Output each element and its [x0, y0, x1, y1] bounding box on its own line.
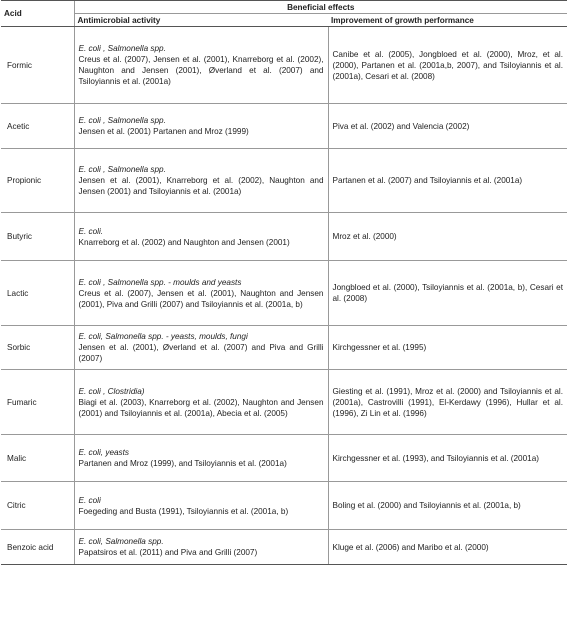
organisms: E. coli.	[78, 226, 104, 236]
acid-name: Benzoic acid	[1, 530, 74, 565]
table-row-butyric	[1, 213, 567, 261]
organisms: E. coli , Clostridia)	[78, 386, 145, 396]
growth-cell: Canibe et al. (2005), Jongbloed et al. (2000), Mroz, et al. (2000), Partanen et al. (2001a,b, 2007), and Tsiloyiannis et al. (2001a), Cesari et al. (2008)	[328, 27, 567, 104]
antimicrobial-refs: Jensen et al. (2001), Øverland et al. (2007) and Piva and Grilli (2007)	[78, 343, 324, 363]
table-row-formic	[1, 27, 567, 104]
antimicrobial-cell	[74, 370, 328, 435]
organisms: E. coli , Salmonella spp.	[78, 165, 166, 174]
growth-cell: Piva et al. (2002) and Valencia (2002)	[328, 104, 567, 149]
antimicrobial-refs: Creus et al. (2007), Jensen et al. (2001), Knarreborg et al. (2002), Naughton and Jensen (2001), Øverland et al. (2007) and Tsiloyiannis et al. (2001a)	[78, 55, 324, 86]
organisms: E. coli	[78, 495, 101, 505]
antimicrobial-cell	[74, 213, 328, 261]
antimicrobial-cell	[74, 104, 328, 149]
acid-name: Citric	[1, 482, 74, 530]
header-row-2	[1, 14, 567, 27]
growth-cell: Boling et al. (2000) and Tsiloyiannis et al. (2001a, b)	[328, 482, 567, 530]
table-row-sorbic	[1, 326, 567, 370]
table-row-citric	[1, 482, 567, 530]
header-row-1	[1, 1, 567, 14]
antimicrobial-cell	[74, 530, 328, 565]
growth-cell: Kirchgessner et al. (1995)	[328, 326, 567, 370]
acid-name: Lactic	[1, 261, 74, 326]
antimicrobial-cell	[74, 27, 328, 104]
growth-cell: Jongbloed et al. (2000), Tsiloyiannis et al. (2001a, b), Cesari et al. (2008)	[328, 261, 567, 326]
growth-cell: Mroz et al. (2000)	[328, 213, 567, 261]
acid-name: Propionic	[1, 149, 74, 213]
table-row-propionic	[1, 149, 567, 213]
table-row-lactic	[1, 261, 567, 326]
antimicrobial-refs: Knarreborg et al. (2002) and Naughton and Jensen (2001)	[78, 237, 290, 247]
antimicrobial-cell	[74, 261, 328, 326]
growth-cell: Partanen et al. (2007) and Tsiloyiannis et al. (2001a)	[328, 149, 567, 213]
header-growth: Improvement of growth performance	[328, 14, 567, 27]
antimicrobial-refs: Jensen et al. (2001) Partanen and Mroz (1999)	[78, 127, 249, 136]
antimicrobial-refs: Creus et al. (2007), Jensen et al. (2001), Naughton and Jensen (2001), Piva and Grilli (2007) and Tsiloyiannis et al. (2001a, b)	[78, 288, 324, 309]
growth-cell: Kirchgessner et al. (1993), and Tsiloyiannis et al. (2001a)	[328, 435, 567, 482]
growth-cell: Giesting et al. (1991), Mroz et al. (2000) and Tsiloyiannis et al. (2001a), Castrovilli (1991), El-Kerdawy (1996), Hullar et al. (1996), Zi Lin et al. (1996)	[328, 370, 567, 435]
antimicrobial-refs: Jensen et al. (2001), Knarreborg et al. (2002), Naughton and Jensen (2001) and Tsiloyiannis et al. (2001a)	[78, 176, 324, 196]
header-acid: Acid	[1, 1, 74, 27]
header-antimicrobial: Antimicrobial activity	[74, 14, 328, 27]
organisms: E. coli, yeasts	[78, 448, 130, 457]
organisms: E. coli , Salmonella spp.	[78, 44, 166, 53]
table-row-benzoic	[1, 530, 567, 565]
acid-name: Malic	[1, 435, 74, 482]
acid-name: Acetic	[1, 104, 74, 149]
antimicrobial-refs: Foegeding and Busta (1991), Tsiloyiannis et al. (2001a, b)	[78, 506, 289, 516]
header-beneficial-effects: Beneficial effects	[74, 1, 567, 14]
antimicrobial-refs: Papatsiros et al. (2011) and Piva and Grilli (2007)	[78, 548, 258, 557]
table-row-acetic	[1, 104, 567, 149]
antimicrobial-cell	[74, 326, 328, 370]
organisms: E. coli, Salmonella spp. - yeasts, moulds, fungi	[78, 332, 248, 341]
acid-name: Butyric	[1, 213, 74, 261]
antimicrobial-cell	[74, 149, 328, 213]
acid-name: Sorbic	[1, 326, 74, 370]
acid-name: Fumaric	[1, 370, 74, 435]
organisms: E. coli, Salmonella spp.	[78, 537, 164, 546]
growth-cell: Kluge et al. (2006) and Maribo et al. (2000)	[328, 530, 567, 565]
acid-effects-table	[1, 0, 567, 565]
table-row-malic	[1, 435, 567, 482]
organisms: E. coli , Salmonella spp. - moulds and yeasts	[78, 277, 242, 287]
acid-name: Formic	[1, 27, 74, 104]
organisms: E. coli , Salmonella spp.	[78, 116, 166, 125]
antimicrobial-refs: Biagi et al. (2003), Knarreborg et al. (2002), Naughton and Jensen (2001) and Tsiloyiannis et al. (2001a), Abecia et al. (2005)	[78, 397, 324, 418]
antimicrobial-refs: Partanen and Mroz (1999), and Tsiloyiannis et al. (2001a)	[78, 459, 287, 468]
table-row-fumaric	[1, 370, 567, 435]
antimicrobial-cell	[74, 435, 328, 482]
antimicrobial-cell	[74, 482, 328, 530]
